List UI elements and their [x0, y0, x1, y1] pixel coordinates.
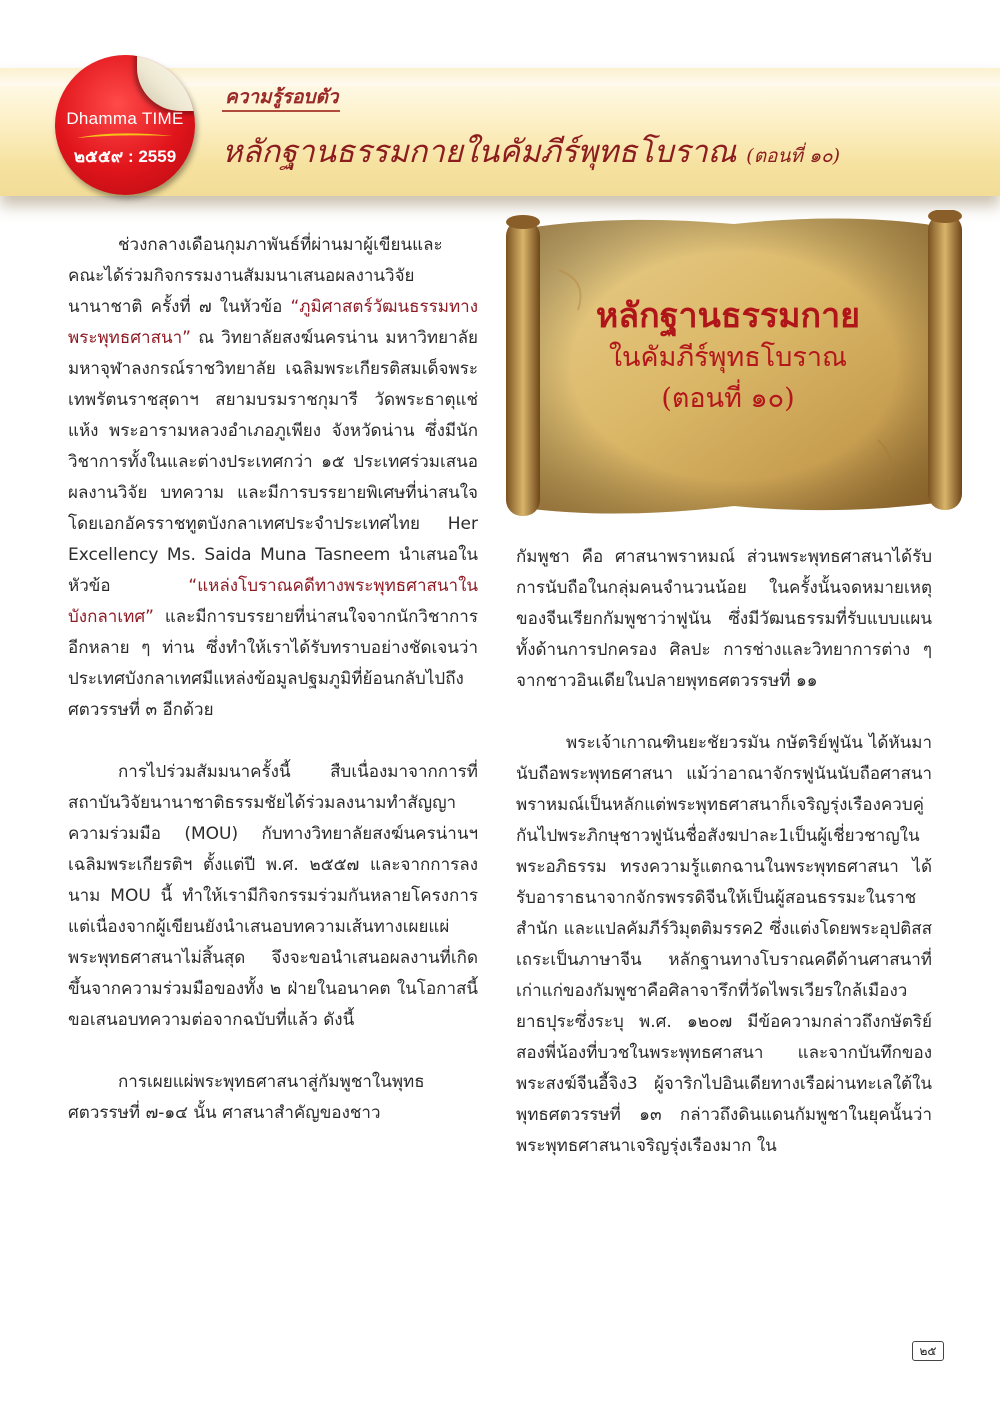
highlight-topic-1: “ภูมิศาสตร์วัฒนธรรมทางพระพุทธศาสนา”	[68, 297, 478, 348]
right-paragraph-1: กัมพูชา คือ ศาสนาพราหมณ์ ส่วนพระพุทธศาสนาได้รับการนับถือในกลุ่มคนจำนวนน้อย ในครั้งนั้นจดหมายเหตุของจีนเรียกกัมพูชาว่าฟูนัน ซึ่งมีวัฒนธรรมที่รับแบบแผนทั้งด้านการปกครอง ศิลปะ การช่างและวิทยาการต่าง ๆ จากชาวอินเดียในปลายพุทธศตวรรษที่ ๑๑	[516, 547, 932, 691]
left-column	[68, 230, 478, 1129]
page-number: ๒๕	[912, 1341, 944, 1361]
scroll-subtitle: ในคัมภีร์พุทธโบราณ	[608, 342, 848, 373]
paragraph-text: ณ วิทยาลัยสงฆ์นครน่าน มหาวิทยาลัยมหาจุฬาลงกรณ์ราชวิทยาลัย เฉลิมพระเกียรติสมเด็จพระเทพรัตนราชสุดาฯ สยามบรมราชกุมารี วัดพระธาตุแช่แห้ง พระอารามหลวงอำเภอภูเพียง จังหวัดน่าน ซึ่งมีนักวิชาการทั้งในและต่างประเทศกว่า ๑๕ ประเทศร่วมเสนอผลงานวิจัย บทความ และมีการบรรยายพิเศษที่น่าสนใจ โดยเอกอัครราชทูตบังกลาเทศประจำประเทศไทย Her Excellency Ms. Saida Muna Tasneem นำเสนอในหัวข้อ	[68, 328, 478, 596]
right-column	[516, 542, 932, 1162]
paragraph-text: และมีการบรรยายที่น่าสนใจจากนักวิชาการอีกหลาย ๆ ท่าน ซึ่งทำให้เราได้รับทราบอย่างชัดเจนว่า ประเทศบังกลาเทศมีแหล่งข้อมูลปฐมภูมิที่ย้อนกลับไปถึงศตวรรษที่ ๓ อีกด้วย	[68, 607, 478, 720]
right-paragraph-2: พระเจ้าเกาณฑินยะชัยวรมัน กษัตริย์ฟูนัน ได้หันมานับถือพระพุทธศาสนา แม้ว่าอาณาจักรฟูนันนับถือศาสนาพราหมณ์เป็นหลักแต่พระพุทธศาสนาก็เจริญรุ่งเรืองควบคู่กันไปพระภิกษุชาวฟูนันชื่อสังฆปาละ1เป็นผู้เชี่ยวชาญในพระอภิธรรม ทรงความรู้แตกฉานในพระพุทธศาสนา ได้รับอาราธนาจากจักรพรรดิจีนให้เป็นผู้สอนธรรมะในราชสำนัก และแปลคัมภีร์วิมุตติมรรค2 ซึ่งแต่งโดยพระอุปติสสเถระเป็นภาษาจีน หลักฐานทางโบราณคดีด้านศาสนาที่เก่าแก่ของกัมพูชาคือศิลาจารึกที่วัดไพรเวียรใกล้เมืองวยาธปุระซึ่งระบุ พ.ศ. ๑๒๐๗ มีข้อความกล่าวถึงกษัตริย์สองพี่น้องที่บวชในพระพุทธศาสนา และจากบันทึกของพระสงฆ์จีนอี้จิง3 ผู้จาริกไปอินเดียทางเรือผ่านทะเลใต้ในพุทธศตวรรษที่ ๑๓ กล่าวถึงดินแดนกัมพูชาในยุคนั้นว่า พระพุทธศาสนาเจริญรุ่งเรืองมาก ใน	[516, 733, 932, 1156]
badge-title: Dhamma TIME	[66, 109, 184, 128]
page-title	[222, 126, 840, 176]
dhamma-time-badge	[55, 55, 195, 195]
badge-year: ๒๕๕๙ : 2559	[73, 147, 177, 166]
left-paragraph-3: การเผยแผ่พระพุทธศาสนาสู่กัมพูชาในพุทธศตวรรษที่ ๗-๑๔ นั้น ศาสนาสำคัญของชาว	[68, 1072, 425, 1123]
left-paragraph-1	[68, 230, 478, 726]
scroll-title: หลักฐานธรรมกาย	[595, 296, 861, 336]
left-paragraph-2: การไปร่วมสัมมนาครั้งนี้ สืบเนื่องมาจากการที่สถาบันวิจัยนานาชาติธรรมชัยได้ร่วมลงนามทำสัญญาความร่วมมือ (MOU) กับทางวิทยาลัยสงฆ์นครน่านฯ เฉลิมพระเกียรติฯ ตั้งแต่ปี พ.ศ. ๒๕๕๗ และจากการลงนาม MOU นี้ ทำให้เรามีกิจกรรมร่วมกันหลายโครงการแต่เนื่องจากผู้เขียนยังนำเสนอบทความเส้นทางเผยแผ่พระพุทธศาสนาไม่สิ้นสุด จึงจะขอนำเสนอผลงานที่เกิดขึ้นจากความร่วมมือของทั้ง ๒ ฝ่ายในอนาคต ในโอกาสนี้ขอเสนอบทความต่อจากฉบับที่แล้ว ดังนี้	[68, 762, 478, 1030]
title-sub: (ตอนที่ ๑๐)	[746, 145, 841, 167]
scroll-banner-text	[498, 294, 958, 420]
title-main: หลักฐานธรรมกายในคัมภีร์พุทธโบราณ	[222, 134, 737, 170]
section-divider	[222, 110, 340, 112]
page-curl-icon	[137, 55, 195, 111]
highlight-topic-2: “แหล่งโบราณคดีทางพระพุทธศาสนาในบังกลาเทศ”	[68, 576, 478, 627]
paragraph-text: ช่วงกลางเดือนกุมภาพันธ์ที่ผ่านมาผู้เขียนและคณะได้ร่วมกิจกรรมงานสัมมนาเสนอผลงานวิจัยนานาชาติ ครั้งที่ ๗ ในหัวข้อ	[68, 235, 443, 317]
scroll-episode: (ตอนที่ ๑๐)	[661, 383, 795, 414]
swoosh-icon	[75, 131, 175, 141]
section-label: ความรู้รอบตัว	[225, 86, 339, 108]
